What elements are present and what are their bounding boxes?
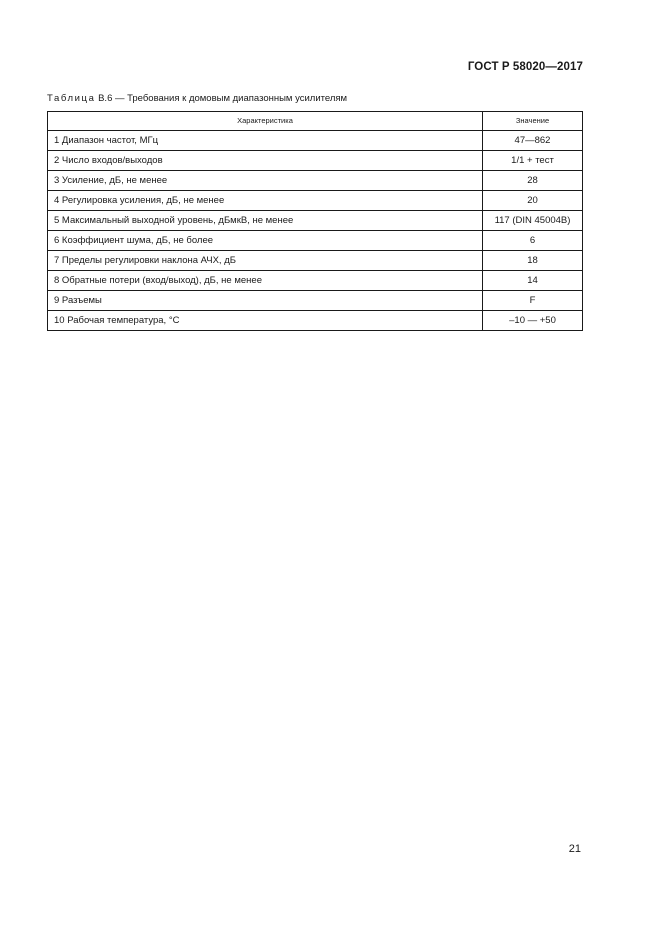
cell-characteristic: 2 Число входов/выходов <box>48 151 483 171</box>
cell-value: 6 <box>483 231 583 251</box>
cell-value: 117 (DIN 45004B) <box>483 211 583 231</box>
table-row <box>48 291 583 311</box>
table-row <box>48 151 583 171</box>
column-header-value: Значение <box>483 112 583 131</box>
requirements-table <box>47 111 583 331</box>
table-caption-text: В.6 — Требования к домовым диапазонным усилителям <box>95 93 348 104</box>
table-row <box>48 171 583 191</box>
table-row <box>48 131 583 151</box>
table-caption <box>47 93 347 104</box>
document-standard-number: ГОСТ Р 58020—2017 <box>467 61 583 73</box>
table-caption-label: Таблица <box>47 93 96 104</box>
cell-characteristic: 1 Диапазон частот, МГц <box>48 131 483 151</box>
cell-value: 28 <box>483 171 583 191</box>
cell-characteristic: 3 Усиление, дБ, не менее <box>48 171 483 191</box>
cell-characteristic: 10 Рабочая температура, °С <box>48 311 483 331</box>
table-row <box>48 271 583 291</box>
cell-characteristic: 6 Коэффициент шума, дБ, не более <box>48 231 483 251</box>
cell-value: 47—862 <box>483 131 583 151</box>
table-row <box>48 211 583 231</box>
cell-value: 1/1 + тест <box>483 151 583 171</box>
cell-characteristic: 7 Пределы регулировки наклона АЧХ, дБ <box>48 251 483 271</box>
page-number: 21 <box>568 843 581 855</box>
table-row <box>48 251 583 271</box>
cell-value: 18 <box>483 251 583 271</box>
cell-characteristic: 8 Обратные потери (вход/выход), дБ, не менее <box>48 271 483 291</box>
table-header-row <box>48 112 583 131</box>
cell-value: F <box>483 291 583 311</box>
table-row <box>48 191 583 211</box>
table-row <box>48 231 583 251</box>
cell-value: 20 <box>483 191 583 211</box>
column-header-characteristic: Характеристика <box>48 112 483 131</box>
table-row <box>48 311 583 331</box>
cell-characteristic: 9 Разъемы <box>48 291 483 311</box>
cell-characteristic: 5 Максимальный выходной уровень, дБмкВ, не менее <box>48 211 483 231</box>
cell-characteristic: 4 Регулировка усиления, дБ, не менее <box>48 191 483 211</box>
cell-value: –10 — +50 <box>483 311 583 331</box>
cell-value: 14 <box>483 271 583 291</box>
